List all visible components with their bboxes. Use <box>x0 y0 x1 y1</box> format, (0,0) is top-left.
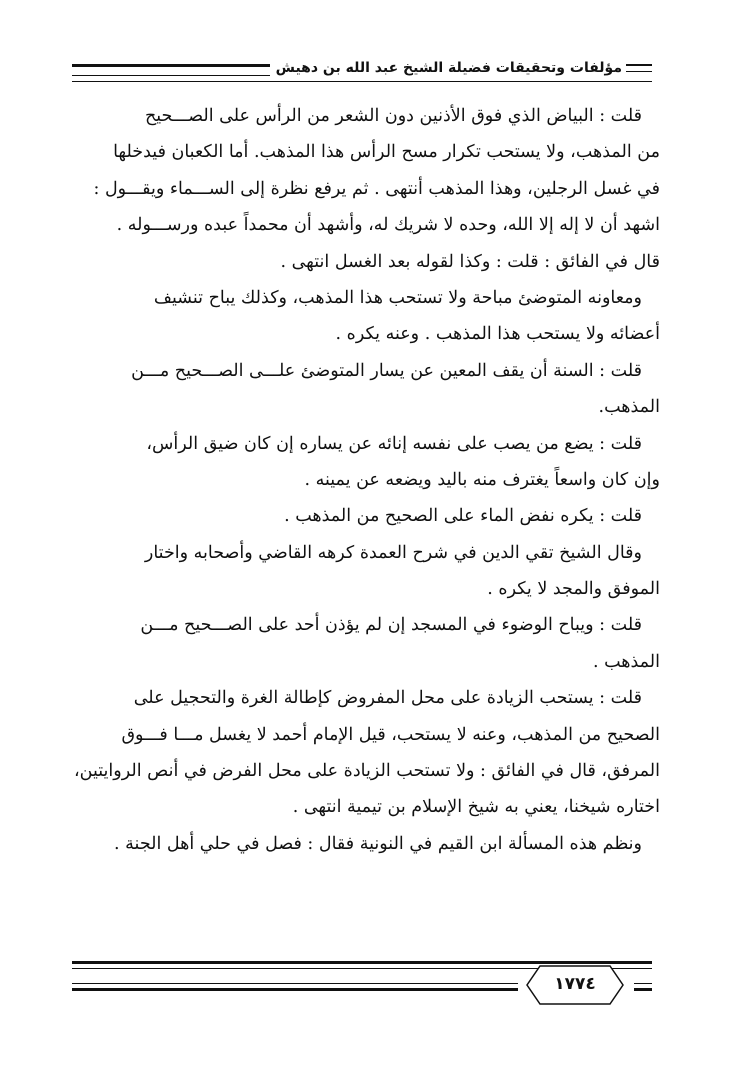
text-line: اختاره شيخنا، يعني به شيخ الإسلام بن تيمية انتهى . <box>292 797 660 818</box>
text-line: قلت : ويباح الوضوء في المسجد إن لم يؤذن أحد على الصـــحيح مـــن <box>140 615 642 636</box>
text-line: الصحيح من المذهب، وعنه لا يستحب، قيل الإمام أحمد لا يغسل مـــا فـــوق <box>121 724 660 745</box>
footer-rule-right <box>634 983 652 991</box>
text-line: قلت : يضع من يصب على نفسه إنائه عن يساره إن كان ضيق الرأس، <box>146 433 642 454</box>
text-line: ومعاونه المتوضئ مباحة ولا تستحب هذا المذهب، وكذلك يباح تنشيف <box>153 287 642 308</box>
text-line: من المذهب، ولا يستحب تكرار مسح الرأس هذا المذهب. أما الكعبان فيدخلها <box>113 142 660 163</box>
text-line: في غسل الرجلين، وهذا المذهب أنتهى . ثم يرفع نظرة إلى الســـماء ويقـــول : <box>93 178 660 199</box>
page-header <box>72 55 652 85</box>
page-footer <box>72 955 652 1015</box>
text-line: ونظم هذه المسألة ابن القيم في النونية فقال : فصل في حلي أهل الجنة . <box>114 833 642 854</box>
page-number: ١٧٧٤ <box>554 974 596 994</box>
text-line: قلت : البياض الذي فوق الأذنين دون الشعر من الرأس على الصـــحيح <box>144 106 642 126</box>
text-line: المذهب. <box>598 397 660 418</box>
text-line: قلت : السنة أن يقف المعين عن يسار المتوضئ علـــى الصـــحيح مـــن <box>131 360 642 381</box>
body-text <box>74 98 660 862</box>
text-line: المذهب . <box>592 651 660 672</box>
running-title: مؤلفات وتحقيقات فضيلة الشيخ عبد الله بن دهيش <box>270 57 652 79</box>
text-line: اشهد أن لا إله إلا الله، وحده لا شريك له، وأشهد أن محمداً عبده ورســـوله . <box>116 215 660 236</box>
text-line: قلت : يكره نفض الماء على الصحيح من المذهب . <box>284 506 642 527</box>
footer-rule-left <box>72 983 518 991</box>
text-line: قلت : يستحب الزيادة على محل المفروض كإطالة الغرة والتحجيل على <box>133 688 642 709</box>
page-number-frame <box>526 965 624 1005</box>
text-line: وقال الشيخ تقي الدين في شرح العمدة كرهه القاضي وأصحابه واختار <box>144 542 642 563</box>
text-line: وإن كان واسعاً يغترف منه باليد ويضعه عن يمينه . <box>304 469 660 490</box>
header-underline <box>72 81 652 82</box>
text-line: قال في الفائق : قلت : وكذا لقوله بعد الغسل انتهى . <box>280 251 660 272</box>
text-line: الموفق والمجد لا يكره . <box>487 579 660 600</box>
text-line: المرفق، قال في الفائق : ولا تستحب الزيادة على محل الفرض في أنص الروايتين، <box>74 761 660 782</box>
text-line: أعضائه ولا يستحب هذا المذهب . وعنه يكره . <box>335 324 660 345</box>
